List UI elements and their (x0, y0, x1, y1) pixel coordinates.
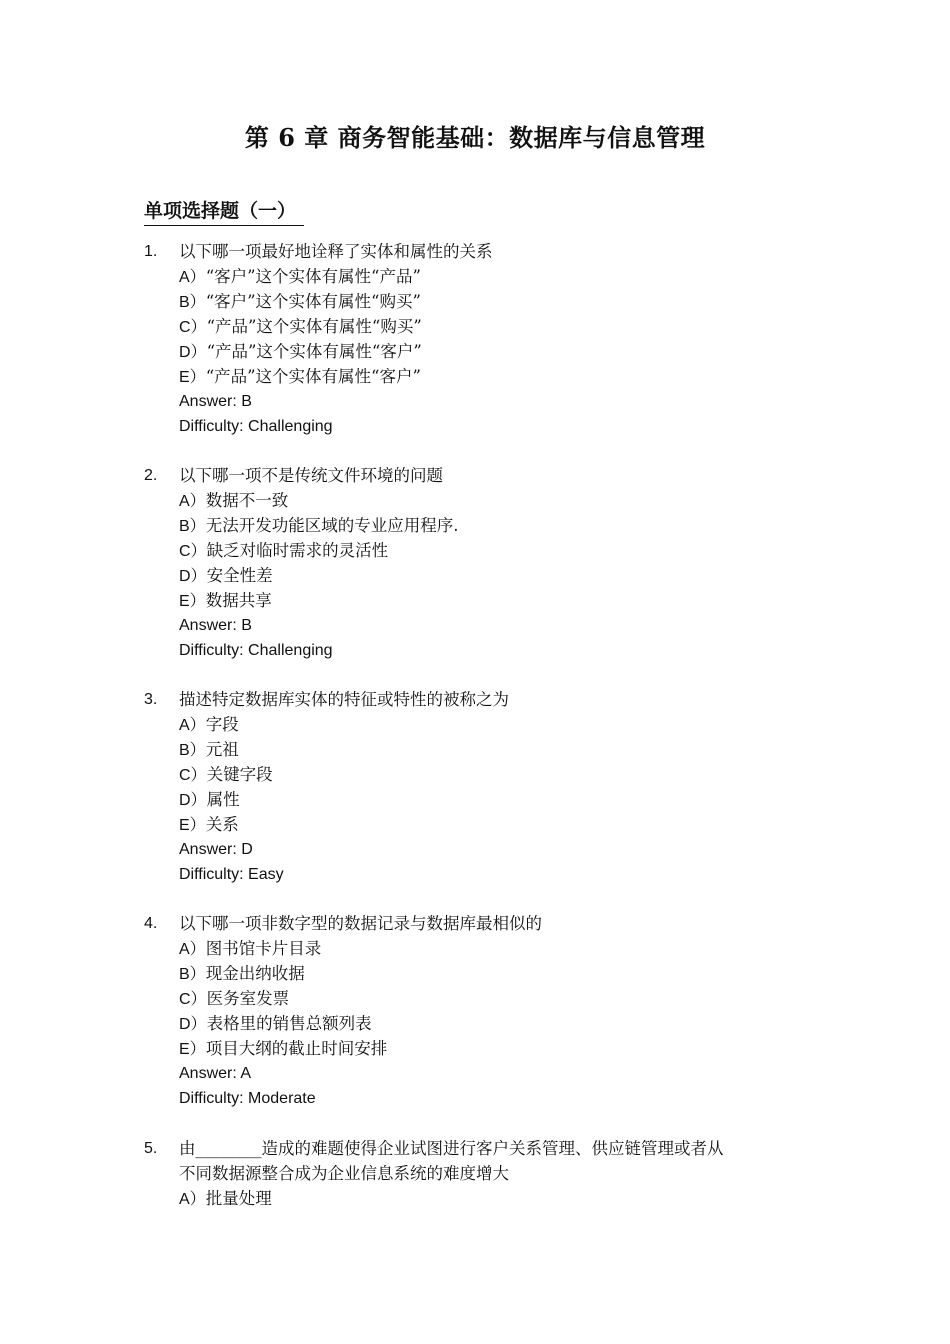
option-b (179, 737, 824, 762)
answer-line: Answer: B (179, 393, 252, 410)
option-letter: B） (179, 518, 206, 535)
question-text-continuation: 不同数据源整合成为企业信息系统的难度增大 (179, 1164, 509, 1183)
option-letter: B） (179, 742, 206, 759)
question-stem (144, 911, 824, 936)
section-heading: 单项选择题（一） (144, 197, 304, 226)
question-number: 2. (144, 467, 158, 484)
answer-line: Answer: B (179, 617, 252, 634)
option-a (179, 264, 824, 289)
option-text: 缺乏对临时需求的灵活性 (206, 541, 389, 560)
question-1 (144, 239, 824, 439)
question-text: 描述特定数据库实体的特征或特性的被称之为 (179, 690, 509, 709)
option-text: 关键字段 (206, 765, 273, 784)
option-b (179, 289, 824, 314)
option-text: “客户”这个实体有属性“产品” (205, 267, 421, 286)
option-letter: E） (179, 593, 206, 610)
question-number: 1. (144, 243, 158, 260)
option-text: 安全性差 (206, 566, 273, 585)
answer-line: Answer: D (179, 841, 253, 858)
option-c (179, 986, 824, 1011)
option-a (179, 1186, 824, 1211)
option-text: “客户”这个实体有属性“购买” (205, 292, 421, 311)
option-d (179, 787, 824, 812)
option-c (179, 762, 824, 787)
option-text: “产品”这个实体有属性“购买” (206, 317, 422, 336)
option-letter: D） (179, 568, 207, 585)
option-letter: E） (179, 369, 206, 386)
option-text: 项目大纲的截止时间安排 (205, 1039, 388, 1058)
option-letter: C） (179, 543, 207, 560)
option-a (179, 712, 824, 737)
option-text: 元祖 (205, 740, 239, 759)
question-stem (144, 1136, 824, 1161)
option-letter: C） (179, 319, 207, 336)
option-text: 关系 (205, 815, 239, 834)
option-letter: A） (179, 1191, 206, 1208)
difficulty-line: Difficulty: Challenging (179, 418, 333, 435)
option-a (179, 936, 824, 961)
option-c (179, 314, 824, 339)
option-letter: B） (179, 966, 206, 983)
option-text: “产品”这个实体有属性“客户” (205, 367, 421, 386)
question-number: 3. (144, 691, 158, 708)
option-c (179, 538, 824, 563)
option-text: 数据不一致 (205, 491, 289, 510)
option-letter: D） (179, 1016, 207, 1033)
question-number: 5. (144, 1140, 158, 1157)
option-letter: D） (179, 344, 207, 361)
option-letter: A） (179, 269, 206, 286)
option-letter: D） (179, 792, 207, 809)
option-d (179, 563, 824, 588)
answer-line: Answer: A (179, 1065, 252, 1082)
question-2 (144, 463, 824, 663)
option-e (179, 812, 824, 837)
option-letter: E） (179, 817, 206, 834)
option-e (179, 1036, 824, 1061)
option-text: 无法开发功能区域的专业应用程序. (205, 516, 459, 535)
question-stem (144, 463, 824, 488)
option-letter: A） (179, 493, 206, 510)
option-text: 图书馆卡片目录 (205, 939, 322, 958)
option-text: 医务室发票 (206, 989, 290, 1008)
option-letter: A） (179, 717, 206, 734)
option-letter: C） (179, 767, 207, 784)
question-stem (144, 687, 824, 712)
option-letter: C） (179, 991, 207, 1008)
option-letter: A） (179, 941, 206, 958)
option-d (179, 339, 824, 364)
question-text: 以下哪一项非数字型的数据记录与数据库最相似的 (179, 914, 542, 933)
option-a (179, 488, 824, 513)
option-d (179, 1011, 824, 1036)
question-text: 以下哪一项不是传统文件环境的问题 (179, 466, 443, 485)
option-b (179, 513, 824, 538)
chapter-title: 第 6 章 商务智能基础：数据库与信息管理 (244, 123, 706, 152)
question-number: 4. (144, 915, 158, 932)
option-b (179, 961, 824, 986)
difficulty-line: Difficulty: Challenging (179, 642, 333, 659)
option-text: “产品”这个实体有属性“客户” (206, 342, 422, 361)
option-letter: B） (179, 294, 206, 311)
question-stem (144, 239, 824, 264)
question-5 (144, 1136, 824, 1211)
question-3 (144, 687, 824, 887)
option-text: 数据共享 (205, 591, 272, 610)
question-text: 以下哪一项最好地诠释了实体和属性的关系 (179, 242, 493, 261)
difficulty-line: Difficulty: Moderate (179, 1090, 316, 1107)
option-text: 字段 (205, 715, 239, 734)
option-text: 属性 (206, 790, 240, 809)
question-4 (144, 911, 824, 1111)
option-letter: E） (179, 1041, 206, 1058)
question-text: 由________造成的难题使得企业试图进行客户关系管理、供应链管理或者从 (179, 1139, 724, 1158)
option-text: 现金出纳收据 (205, 964, 305, 983)
option-e (179, 364, 824, 389)
difficulty-line: Difficulty: Easy (179, 866, 284, 883)
option-text: 表格里的销售总额列表 (206, 1014, 372, 1033)
option-text: 批量处理 (205, 1189, 272, 1208)
option-e (179, 588, 824, 613)
